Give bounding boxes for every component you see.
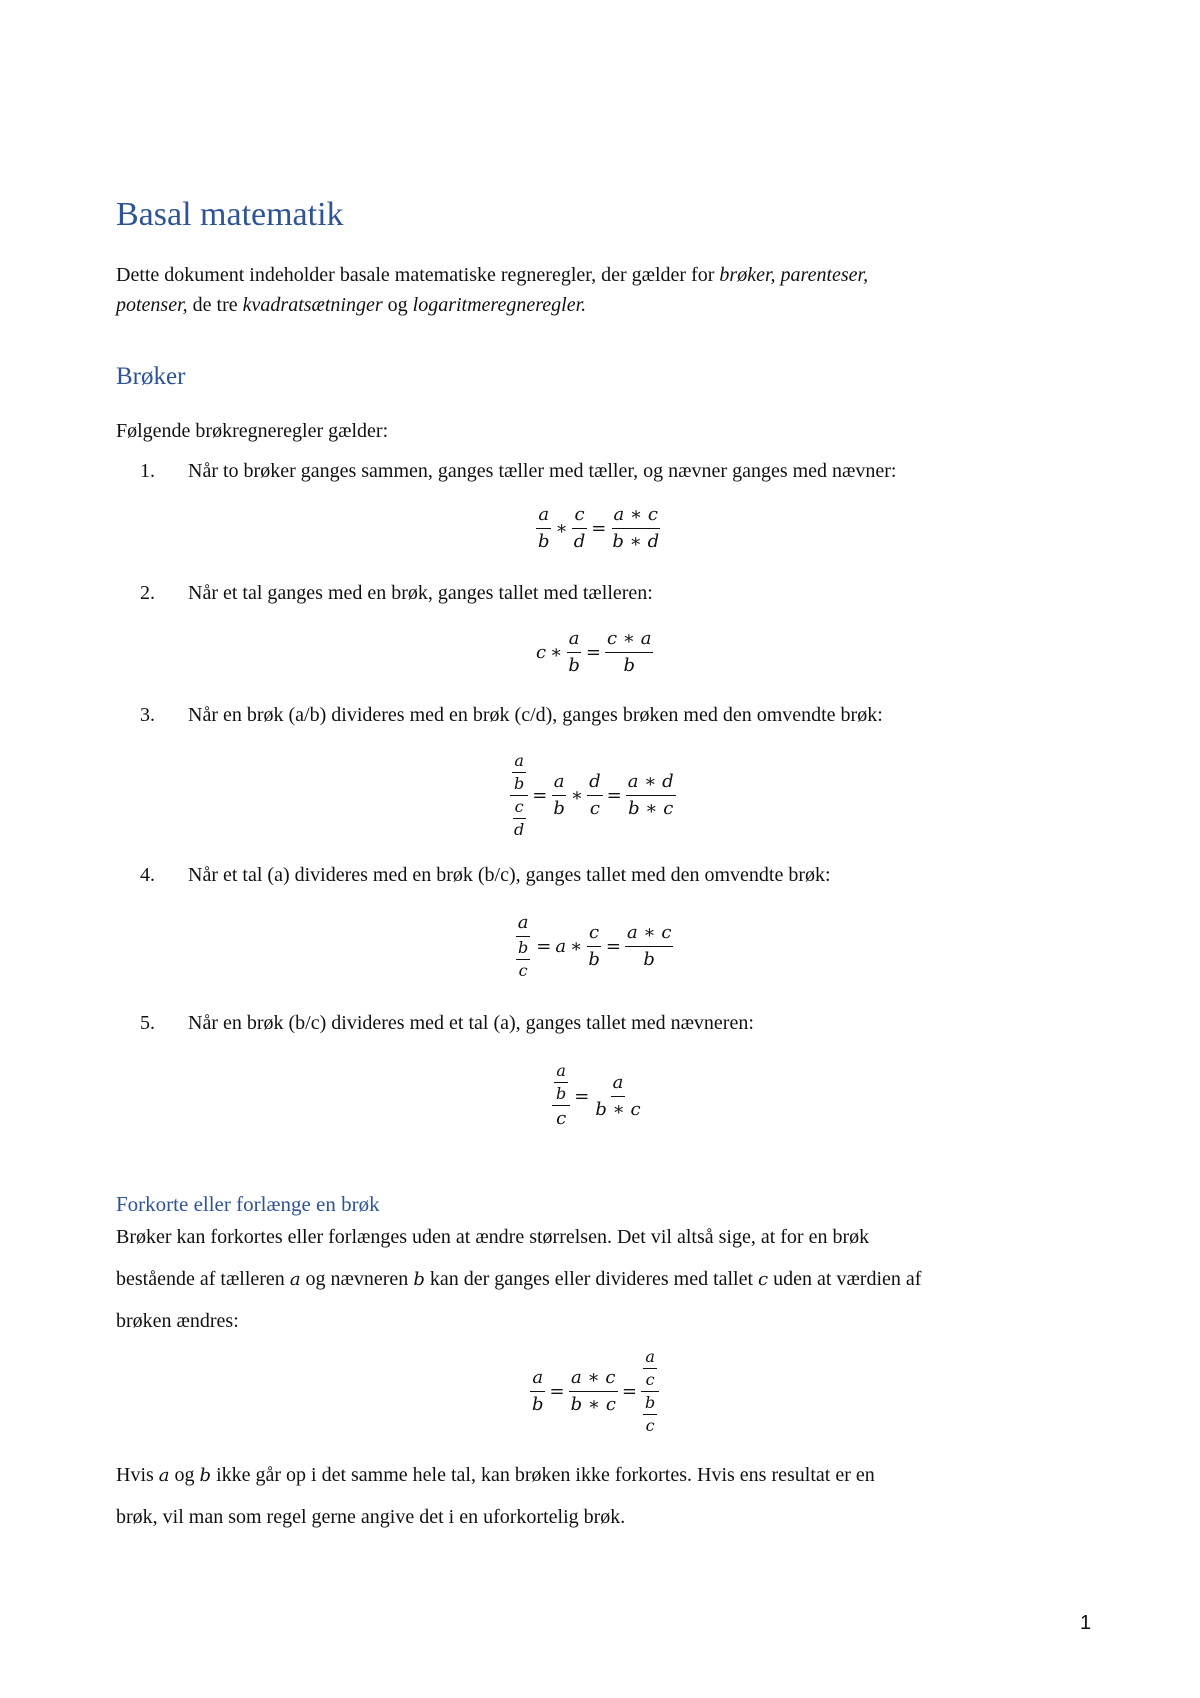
rule-text: Når et tal (a) divideres med en brøk (b/c), ganges tallet med den omvendte brøk: [188,864,831,886]
fraction: $\frac{a ∗ c}{b ∗ c}$ [570,1367,616,1415]
rule-text: Når et tal ganges med en brøk, ganges tallet med tælleren: [188,582,653,604]
rule-number: 1. [140,460,155,482]
fraction: $\frac{a ∗ c}{b}$ [626,921,672,970]
intro-emphasis: potenser, [116,294,188,316]
rule-number: 4. [140,864,155,886]
equation-reduce: $\frac{a}{b}$ = $\frac{a ∗ c}{b ∗ c}$ = $\frac{\frac{a}{c}}{\frac{b}{c}}$ [530,1348,659,1435]
equation-rule-3: $\frac{\frac{a}{b}}{\frac{c}{d}}$ = $\frac{a}{b}$ ∗ $\frac{d}{c}$ = $\frac{a ∗ d}{b ∗ c}$ [510,752,676,839]
fraction: $\frac{a ∗ d}{b ∗ c}$ [627,771,674,819]
fraction: $\frac{a}{b}$ [553,771,565,819]
fraction: $\frac{a}{b ∗ c}$ [595,1071,641,1120]
fraction: $\frac{a ∗ c}{b ∗ d}$ [612,504,660,552]
fraction: $\frac{c}{b}$ [588,921,600,970]
equation-rule-2: c ∗ $\frac{a}{b}$ = $\frac{c ∗ a}{b}$ [536,628,652,676]
intro-emphasis: logaritmeregneregler. [412,294,587,316]
fraction: $\frac{c ∗ a}{b}$ [606,628,652,676]
page-number: 1 [1080,1612,1092,1634]
rule-number: 2. [140,582,155,604]
intro-text: og [382,294,413,316]
section-heading-fractions: Brøker [116,363,186,390]
fraction: $\frac{d}{c}$ [589,771,601,819]
rule-number: 3. [140,704,155,726]
paragraph-line: brøk, vil man som regel gerne angive det i en uforkortelig brøk. [116,1506,626,1528]
rule-text: Når to brøker ganges sammen, ganges tæller med tæller, og nævner ganges med nævner: [188,460,897,482]
equation-rule-5: $\frac{\frac{a}{b}}{c}$ = $\frac{a}{b ∗ c}$ [552,1062,643,1130]
equation-rule-4: $\frac{a}{\frac{b}{c}}$ = a ∗ $\frac{c}{b}$ = $\frac{a ∗ c}{b}$ [514,912,673,980]
section-lead: Følgende brøkregneregler gælder: [116,420,389,442]
fraction: $\frac{a}{b}$ [532,1367,544,1415]
intro-emphasis: brøker, parenteser, [719,264,869,286]
fraction: $\frac{a}{b}$ [568,628,580,676]
rule-number: 5. [140,1012,155,1034]
rule-text: Når en brøk (b/c) divideres med et tal (a), ganges tallet med nævneren: [188,1012,754,1034]
intro-emphasis: kvadratsætninger [242,294,383,316]
rule-text: Når en brøk (a/b) divideres med en brøk (c/d), ganges brøken med den omvendte brøk: [188,704,883,726]
intro-text: Dette dokument indeholder basale matematiske regneregler, der gælder for [116,264,720,286]
compound-fraction: $\frac{\frac{a}{b}}{c}$ [552,1062,570,1130]
intro-line-1 [116,260,868,290]
subsection-heading: Forkorte eller forlænge en brøk [116,1192,380,1216]
document-title: Basal matematik [116,196,344,233]
compound-fraction: $\frac{a}{\frac{b}{c}}$ [517,912,529,980]
equation-rule-1: $\frac{a}{b}$ ∗ $\frac{c}{d}$ = $\frac{a ∗ c}{b ∗ d}$ [538,504,660,552]
paragraph-line: brøken ændres: [116,1310,239,1332]
paragraph-line: Hvis a og b ikke går op i det samme hele tal, kan brøken ikke forkortes. Hvis ens resultat er en [116,1464,875,1486]
paragraph-line: bestående af tælleren a og nævneren b kan der ganges eller divideres med tallet c uden at værdien af [116,1268,922,1290]
fraction: $\frac{a}{b}$ [538,504,550,552]
fraction: $\frac{c}{d}$ [573,504,586,552]
intro-line-2 [116,290,586,320]
compound-fraction: $\frac{\frac{a}{b}}{\frac{c}{d}}$ [510,752,528,839]
compound-fraction: $\frac{\frac{a}{c}}{\frac{b}{c}}$ [641,1348,659,1435]
paragraph-line: Brøker kan forkortes eller forlænges uden at ændre størrelsen. Det vil altså sige, at for en brøk [116,1226,870,1248]
intro-text: de tre [187,294,243,316]
